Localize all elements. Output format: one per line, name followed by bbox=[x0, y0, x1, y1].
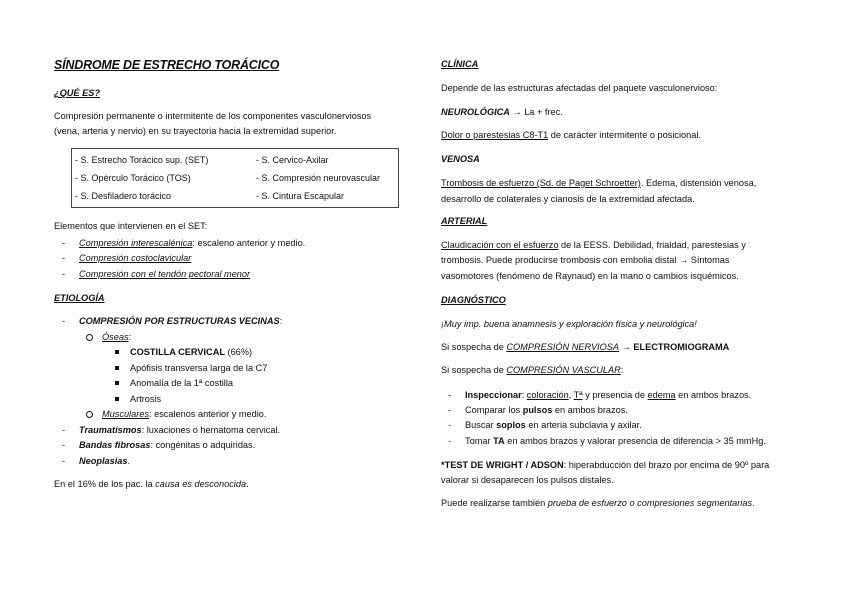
traumatismos-item: Traumatismos: luxaciones o hematoma cervical. bbox=[79, 425, 281, 435]
definition-line-1: Compresión permanente o intermitente de los componentes vasculonerviosos bbox=[54, 111, 372, 121]
ta-item: Tomar TA en ambos brazos y valorar presencia de diferencia > 35 mmHg. bbox=[465, 436, 766, 446]
compresion-nerviosa-line: Si sospecha de COMPRESIÓN NERVIOSA → ELECTROMIOGRAMA bbox=[441, 342, 730, 352]
dash-bullet: - bbox=[448, 420, 452, 430]
synonym-tos: - S. Opérculo Torácico (TOS) bbox=[75, 173, 191, 183]
square-bullet-icon bbox=[115, 366, 119, 370]
square-bullet-icon bbox=[115, 397, 119, 401]
square-bullet-icon bbox=[115, 381, 119, 385]
neoplasias-item: Neoplasias. bbox=[79, 456, 131, 466]
trombosis-line-1: Trombosis de esfuerzo (Sd. de Paget Schroetter). Edema, distensión venosa, bbox=[441, 178, 757, 188]
dash-bullet: - bbox=[62, 253, 66, 263]
costilla-cervical-item: COSTILLA CERVICAL (66%) bbox=[130, 347, 253, 357]
dash-bullet: - bbox=[62, 316, 66, 326]
que-es-heading: ¿QUÉ ES? bbox=[54, 88, 100, 98]
synonym-cintura-escapular: - S. Cintura Escapular bbox=[256, 191, 345, 201]
element-item: Compresión interescalénica: escaleno anterior y medio. bbox=[79, 238, 306, 248]
claudicacion-line-1: Claudicación con el esfuerzo de la EESS. Debilidad, frialdad, parestesias y bbox=[441, 240, 746, 250]
venosa-label: VENOSA bbox=[441, 154, 480, 164]
dash-bullet: - bbox=[448, 436, 452, 446]
claudicacion-line-2: trombosis. Puede producirse trombosis con embolia distal → Síntomas bbox=[441, 255, 730, 265]
diagnostico-note: ¡Muy imp. buena anamnesis y exploración física y neurológica! bbox=[441, 319, 697, 329]
clinica-heading: CLÍNICA bbox=[441, 59, 479, 69]
circle-bullet-icon bbox=[86, 334, 93, 341]
page-title: SÍNDROME DE ESTRECHO TORÁCICO bbox=[54, 58, 280, 72]
claudicacion-line-3: vasomotores (fenómeno de Raynaud) en la mano o cambios isquémicos. bbox=[441, 271, 739, 281]
dash-bullet: - bbox=[62, 440, 66, 450]
neurologica-line: NEUROLÓGICA → La + frec. bbox=[441, 107, 563, 117]
oseas-subitem: Artrosis bbox=[130, 394, 162, 404]
trombosis-line-2: desarrollo de colaterales y cianosis de la extremidad afectada. bbox=[441, 194, 695, 204]
elements-intro: Elementos que intervienen en el SET: bbox=[54, 221, 208, 231]
dash-bullet: - bbox=[62, 269, 66, 279]
dash-bullet: - bbox=[62, 456, 66, 466]
square-bullet-icon bbox=[115, 350, 119, 354]
clinica-intro: Depende de las estructuras afectadas del paquete vasculonervioso: bbox=[441, 83, 718, 93]
pulsos-item: Comparar los pulsos en ambos brazos. bbox=[465, 405, 628, 415]
bandas-item: Bandas fibrosas: congénitas o adquiridas. bbox=[79, 440, 256, 450]
oseas-item: Óseas: bbox=[102, 332, 132, 342]
diagnostico-heading: DIAGNÓSTICO bbox=[441, 295, 506, 305]
oseas-subitem: Anomalía de la 1ª costilla bbox=[130, 378, 233, 388]
musculares-item: Musculares: escalenos anterior y medio. bbox=[102, 409, 267, 419]
synonym-cervico-axilar: - S. Cervico-Axilar bbox=[256, 155, 329, 165]
dash-bullet: - bbox=[62, 238, 66, 248]
definition-line-2: (vena, arteria y nervio) en su trayectoria hacia la extremidad superior. bbox=[54, 126, 337, 136]
arterial-label: ARTERIAL bbox=[441, 216, 488, 226]
dash-bullet: - bbox=[448, 405, 452, 415]
element-item: Compresión con el tendón pectoral menor bbox=[79, 269, 251, 279]
dash-bullet: - bbox=[62, 425, 66, 435]
inspeccionar-item: Inspeccionar: coloración, Tª y presencia de edema en ambos brazos. bbox=[465, 390, 752, 400]
test-wright-line-2: valorar si desaparecen los pulsos distales. bbox=[441, 475, 614, 485]
synonym-compresion-neurovascular: - S. Compresión neurovascular bbox=[256, 173, 381, 183]
synonym-set: - S. Estrecho Torácico sup. (SET) bbox=[75, 155, 209, 165]
final-note: Puede realizarse también prueba de esfuerzo o compresiones segmentarias. bbox=[441, 498, 755, 508]
oseas-subitem: Apófisis transversa larga de la C7 bbox=[130, 363, 268, 373]
test-wright-line-1: *TEST DE WRIGHT / ADSON: hiperabducción del brazo por encima de 90º para bbox=[441, 460, 770, 470]
element-item: Compresión costoclavicular bbox=[79, 253, 192, 263]
dash-bullet: - bbox=[448, 390, 452, 400]
footer-note: En el 16% de los pac. la causa es desconocida. bbox=[54, 479, 249, 489]
dolor-line: Dolor o parestesias C8-T1 de carácter intermitente o posicional. bbox=[441, 130, 701, 140]
compresion-vascular-line: Si sospecha de COMPRESIÓN VASCULAR: bbox=[441, 365, 624, 375]
etio-main-item: COMPRESIÓN POR ESTRUCTURAS VECINAS: bbox=[79, 316, 283, 326]
circle-bullet-icon bbox=[86, 411, 93, 418]
soplos-item: Buscar soplos en arteria subclavia y axilar. bbox=[465, 420, 642, 430]
etiologia-heading: ETIOLOGÍA bbox=[54, 293, 105, 303]
synonym-desfiladero: - S. Desfiladero torácico bbox=[75, 191, 172, 201]
